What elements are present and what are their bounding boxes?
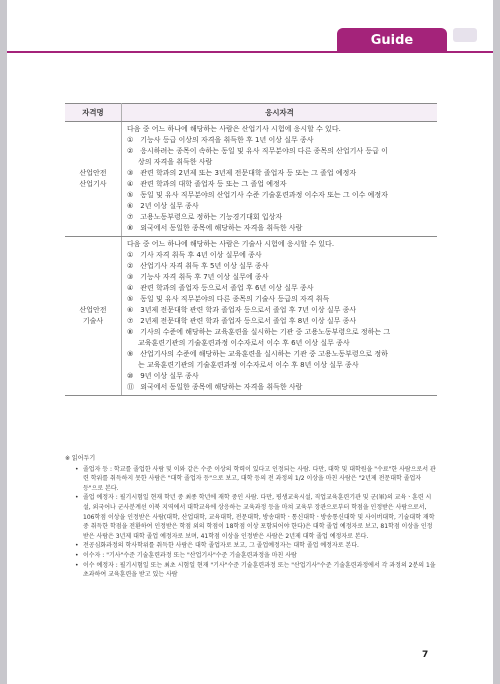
eligibility-item	[127, 223, 433, 234]
eligibility-item	[127, 212, 433, 223]
right-page-edge	[493, 0, 500, 684]
item-text: 상의 자격을 취득한 사람	[138, 158, 213, 166]
item-text: 관련 학과의 졸업자 등으로서 졸업 후 6년 이상 실무 종사	[140, 284, 314, 292]
note-item	[75, 493, 437, 541]
eligibility-item	[127, 327, 433, 338]
item-number: ①	[127, 136, 134, 144]
eligibility-item	[127, 294, 433, 305]
note-text: 이수 예정자 : 필기시험일 또는 최초 시험일 현재 "기사"수준 기술훈련과정 또는 "산업기사"수준 기술훈련과정에서 각 과정의 2분의 1을 초과하여 교육훈련을 받고 있는 사람	[83, 561, 436, 579]
item-text: 동일 및 유사 직무분야의 다른 종목의 기술사 등급의 자격 취득	[140, 295, 330, 303]
item-text: 2년 이상 실무 종사	[140, 202, 199, 210]
item-number: ⑦	[127, 213, 134, 221]
eligibility-item	[127, 146, 433, 157]
item-number: ①	[127, 251, 134, 259]
item-number: ⑥	[127, 306, 134, 314]
item-text: 기능사 자격 취득 후 7년 이상 실무에 종사	[140, 273, 269, 281]
note-item	[75, 561, 437, 580]
note-item	[75, 551, 437, 561]
item-text: 2년제 전문대학 관련 학과 졸업자 등으로서 졸업 후 8년 이상 실무 종사	[140, 317, 357, 325]
item-number: ⑪	[127, 383, 134, 391]
eligibility-item	[127, 135, 433, 146]
note-item	[75, 541, 437, 551]
edge-tab-marker	[453, 28, 477, 42]
bullet-icon: •	[75, 465, 79, 473]
note-text: 전공심화과정의 학사학위를 취득한 사람은 대학 졸업자로 보고, 그 졸업예정자는 대학 졸업 예정자로 본다.	[83, 542, 359, 550]
eligibility-item	[127, 349, 433, 360]
eligibility-item	[127, 283, 433, 294]
item-text: 산업기사의 수준에 해당하는 교육훈련을 실시하는 기관 중 고용노동부령으로 정하	[140, 350, 388, 358]
item-number: ⑤	[127, 191, 134, 199]
item-text: 외국에서 동일한 종목에 해당하는 자격을 취득한 사람	[140, 383, 303, 391]
item-number: ⑥	[127, 202, 134, 210]
item-text: 9년 이상 실무 종사	[140, 372, 199, 380]
qualification-table	[65, 103, 437, 396]
eligibility-item	[127, 360, 433, 371]
item-number: ②	[127, 262, 134, 270]
eligibility-intro: 다음 중 어느 하나에 해당하는 사람은 기술사 시험에 응시할 수 있다.	[127, 240, 335, 248]
item-text: 동일 및 유사 직무분야의 산업기사 수준 기술훈련과정 이수자 또는 그 이수 예정자	[140, 191, 388, 199]
eligibility-cell	[122, 237, 438, 396]
eligibility-item	[127, 179, 433, 190]
eligibility-item	[127, 157, 433, 168]
guide-tab: Guide	[337, 28, 447, 52]
eligibility-item	[127, 250, 433, 261]
eligibility-cell	[122, 122, 438, 237]
item-number: ⑨	[127, 350, 134, 358]
eligibility-item	[127, 272, 433, 283]
item-text: 기능사 등급 이상의 자격을 취득한 후 1년 이상 실무 종사	[140, 136, 314, 144]
header-rule	[7, 51, 493, 53]
guide-header	[7, 0, 493, 52]
eligibility-item	[127, 338, 433, 349]
table-header-row	[65, 104, 437, 122]
note-text: 이수자 : "기사"수준 기술훈련과정 또는 "산업기사"수준 기술훈련과정을 마친 사람	[83, 551, 297, 559]
item-number: ③	[127, 169, 134, 177]
item-number: ⑩	[127, 372, 134, 380]
item-text: 외국에서 동일한 종목에 해당하는 자격을 취득한 사람	[140, 224, 303, 232]
qualification-name: 산업안전 기술사	[65, 237, 122, 396]
item-text: 관련 학과의 2년제 또는 3년제 전문대학 졸업자 등 또는 그 졸업 예정자	[140, 169, 357, 177]
left-page-edge	[0, 0, 7, 684]
eligibility-item	[127, 261, 433, 272]
column-header-qualification: 자격명	[65, 104, 122, 122]
bullet-icon: •	[75, 551, 79, 559]
item-number: ⑦	[127, 317, 134, 325]
notes-title: ※ 읽어두기	[65, 455, 96, 462]
eligibility-item	[127, 201, 433, 212]
eligibility-item	[127, 371, 433, 382]
eligibility-item	[127, 305, 433, 316]
item-number: ③	[127, 273, 134, 281]
eligibility-item	[127, 382, 433, 393]
eligibility-intro: 다음 중 어느 하나에 해당하는 사람은 산업기사 시험에 응시할 수 있다.	[127, 125, 341, 133]
column-header-eligibility: 응시자격	[122, 104, 438, 122]
item-number: ⑧	[127, 224, 134, 232]
item-text: 3년제 전문대학 관련 학과 졸업자 등으로서 졸업 후 7년 이상 실무 종사	[140, 306, 357, 314]
qualification-name: 산업안전 산업기사	[65, 122, 122, 237]
bullet-icon: •	[75, 542, 79, 550]
item-text: 기사의 수준에 해당하는 교육훈련을 실시하는 기관 중 고용노동부령으로 정하는 그	[140, 328, 391, 336]
note-text: 졸업 예정자 : 필기시험일 현재 학년 중 최종 학년에 재학 중인 사람. 다만, 평생교육시설, 직업교육훈련기관 및 군(軍)의 교육ㆍ훈련 시설, 외국어나 군사분계선 이북 지역에서 대학교육에 상응하는 교육과정 등을 마쳐 교육부 장관으로부터 학점을 인정받은 사람으로서, 106학점 이상을 인정받은 사람(대학, 산업대학, 교육대학, 전문대학, 방송대학ㆍ통신대학ㆍ방송통신대학 및 사이버대학, 기술대학 재학 중 취득한 학점을 전환하여 인정받은 학점 외의 학점이 18학점 이상 포함되어야 한다)은 대학 졸업 예정자로 보고, 81학점 이상을 인정받은 사람은 3년제 대학 졸업 예정자로 보며, 41학점 이상을 인정받은 사람은 2년제 대학 졸업 예정자로 본다.	[83, 494, 435, 540]
bullet-icon: •	[75, 561, 79, 569]
item-number: ⑧	[127, 328, 134, 336]
table-row	[65, 122, 437, 237]
bullet-icon: •	[75, 494, 79, 502]
reading-notes	[65, 454, 437, 580]
item-number: ⑤	[127, 295, 134, 303]
table-row	[65, 237, 437, 396]
item-text: 산업기사 자격 취득 후 5년 이상 실무 종사	[140, 262, 269, 270]
eligibility-item	[127, 316, 433, 327]
item-number: ②	[127, 147, 134, 155]
item-text: 응시하려는 종목이 속하는 동일 및 유사 직무분야의 다른 종목의 산업기사 등급 이	[140, 147, 388, 155]
item-number: ④	[127, 180, 134, 188]
eligibility-item	[127, 190, 433, 201]
item-text: 교육훈련기관의 기술훈련과정 이수자로서 이수 후 6년 이상 실무 종사	[138, 339, 350, 347]
note-item	[75, 465, 437, 494]
eligibility-item	[127, 168, 433, 179]
page-number: 7	[422, 650, 429, 660]
item-text: 는 교육훈련기관의 기술훈련과정 이수자로서 이수 후 8년 이상 실무 종사	[138, 361, 359, 369]
item-text: 관련 학과의 대학 졸업자 등 또는 그 졸업 예정자	[140, 180, 287, 188]
item-number: ④	[127, 284, 134, 292]
item-text: 고용노동부령으로 정하는 기능경기대회 입상자	[140, 213, 283, 221]
item-text: 기사 자격 취득 후 4년 이상 실무에 종사	[140, 251, 262, 259]
note-text: 졸업자 등 : 학교를 졸업한 사람 및 이와 같은 수준 이상의 학력이 있다고 인정되는 사람. 다만, 대학 및 대학원을 "수료"한 사람으로서 관련 학위를 취득하지 못한 사람은 "대학 졸업자 등"으로 보고, 대학 등의 전 과정의 1/2 이상을 마친 사람은 "2년제 전문대학 졸업자 등"으로 본다.	[83, 465, 436, 492]
